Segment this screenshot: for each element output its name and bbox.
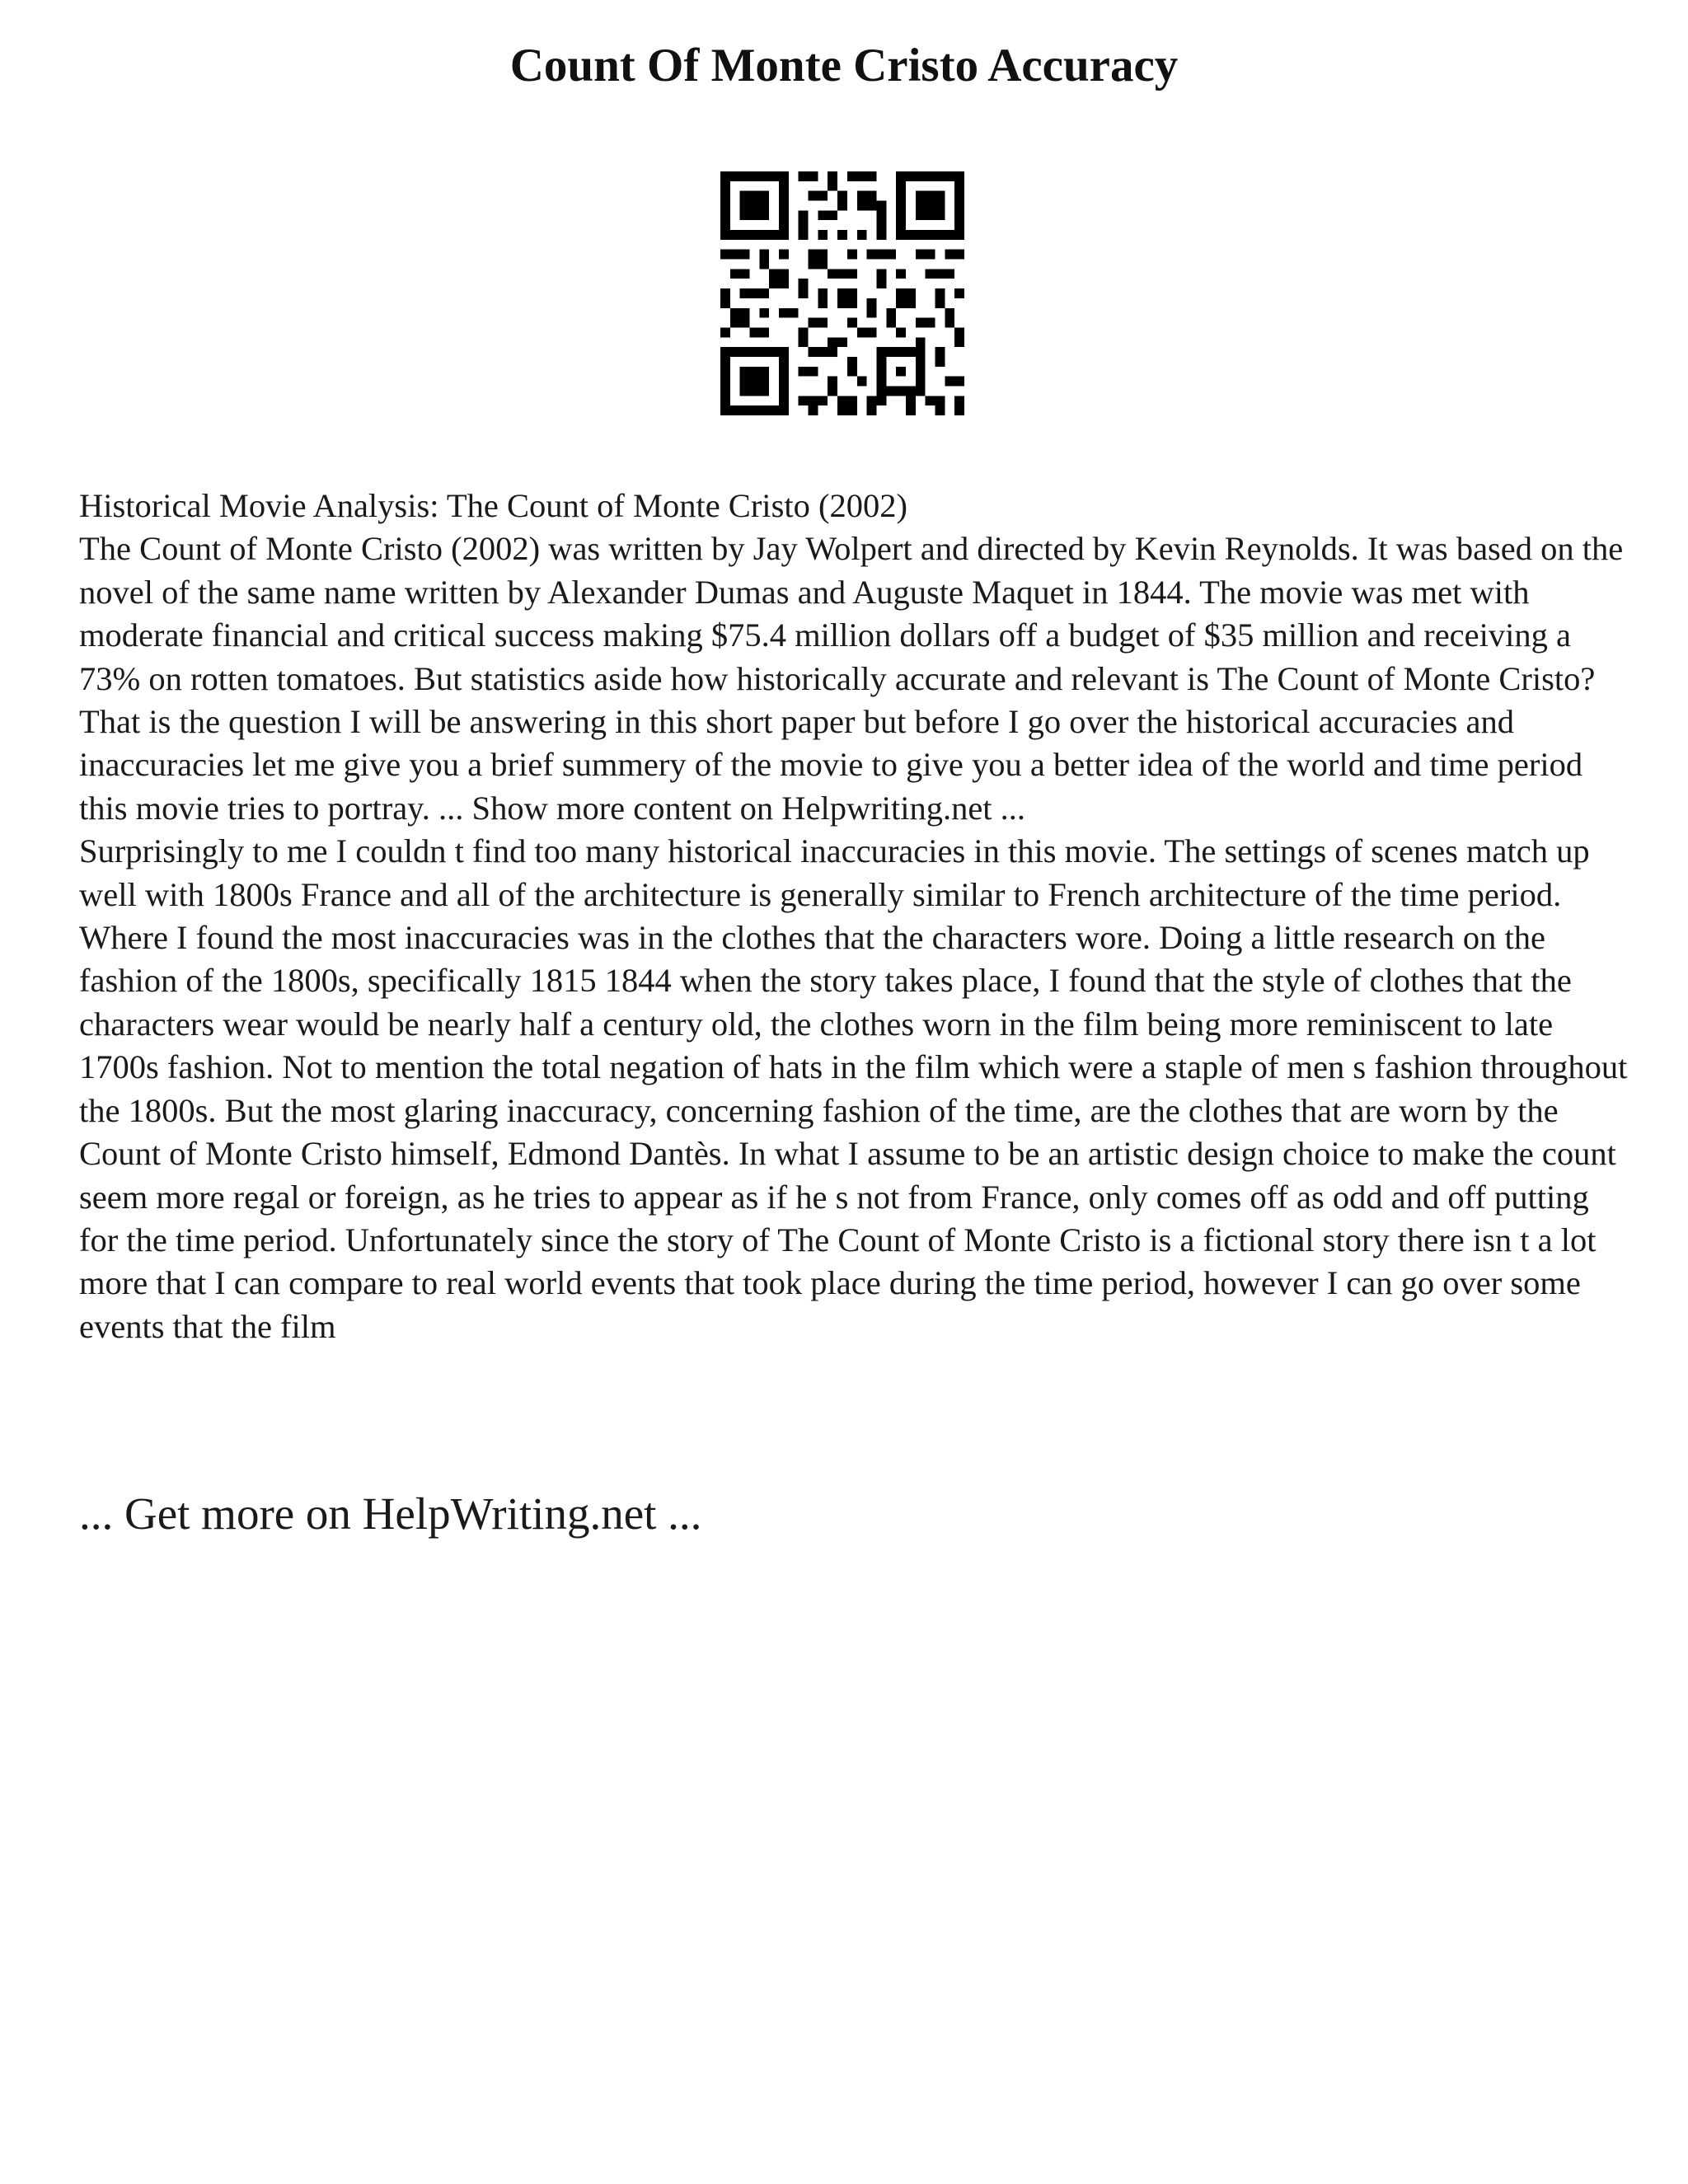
page-title: Count Of Monte Cristo Accuracy bbox=[509, 40, 1179, 91]
qr-code-icon bbox=[720, 171, 964, 415]
article-paragraph: The Count of Monte Cristo (2002) was written by Jay Wolpert and directed by Kevin Reynolds. It was based on the novel of the same name written by Alexander Dumas and Auguste Maquet in 1844. The movie was met with moderate financial and critical success making $75.4 million dollars off a budget of $35 million and receiving a 73% on rotten tomatoes. But statistics aside how historically accurate and relevant is The Count of Monte Cristo? That is the question I will be answering in this short paper but before I go over the historical accuracies and inaccuracies let me give you a brief summery of the movie to give you a better idea of the world and time period this movie tries to portray. ... Show more content on Helpwriting.net ... bbox=[79, 530, 1624, 827]
article-paragraph: Surprisingly to me I couldn t find too many historical inaccuracies in this movie. The settings of scenes match up well with 1800s France and all of the architecture is generally similar to French architecture of the time period. Where I found the most inaccuracies was in the clothes that the characters wore. Doing a little research on the fashion of the 1800s, specifically 1815 1844 when the story takes place, I found that the style of clothes that the characters wear would be nearly half a century old, the clothes worn in the film being more reminiscent to late 1700s fashion. Not to mention the total negation of hats in the film which were a staple of men s fashion throughout the 1800s. But the most glaring inaccuracy, concerning fashion of the time, are the clothes that are worn by the Count of Monte Cristo himself, Edmond Dantès. In what I assume to be an artistic design choice to make the count seem more regal or foreign, as he tries to appear as if he s not from France, only comes off as odd and off putting for the time period. Unfortunately since the story of The Count of Monte Cristo is a fictional story there isn t a lot more that I can compare to real world events that took place during the time period, however I can go over some events that the film bbox=[79, 832, 1628, 1345]
get-more-link[interactable]: ... Get more on HelpWriting.net ... bbox=[79, 1488, 702, 1539]
article-body bbox=[79, 485, 1629, 1348]
article-heading: Historical Movie Analysis: The Count of Monte Cristo (2002) bbox=[79, 487, 907, 524]
